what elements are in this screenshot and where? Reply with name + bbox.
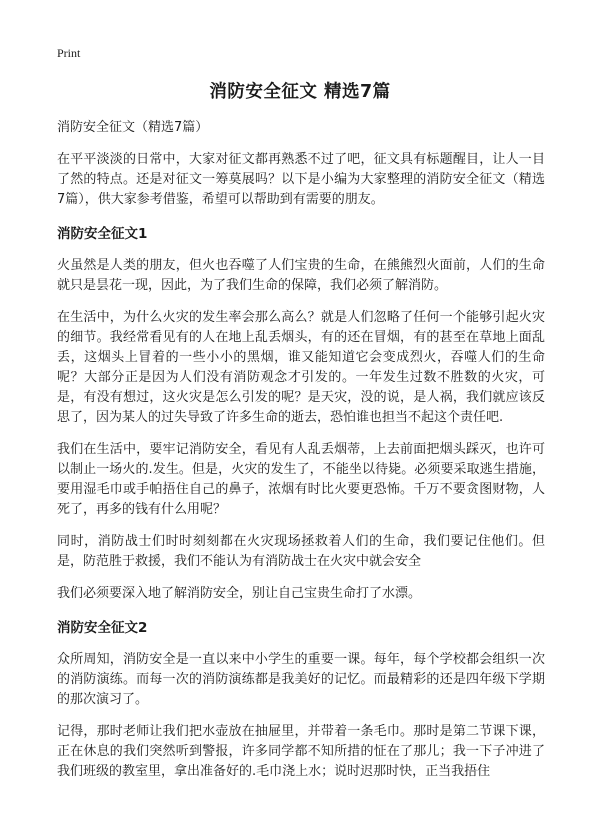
section-2-paragraph: 记得，那时老师让我们把水壶放在抽屉里，并带着一条毛巾。那时是第二节课下课，正在休息的我们突然听到警报，许多同学都不知所措的怔在了那儿；我一下子冲进了我们班级的教室里，拿出准备好的.毛巾浇上水；说时迟那时快，正当我捂住: [57, 724, 545, 779]
section-1-paragraph: 我们必须要深入地了解消防安全，别让自己宝贵生命打了水漂。: [57, 586, 422, 601]
section-1-paragraph: 火虽然是人类的朋友，但火也吞噬了人们宝贵的生命，在熊熊烈火面前，人们的生命就只是昙花一现，因此，为了我们生命的保障，我们必须了解消防。: [57, 258, 545, 293]
section-1-paragraph: 我们在生活中，要牢记消防安全，看见有人乱丢烟蒂，上去前面把烟头踩灭，也许可以制止一场火的.发生。但是，火灾的发生了，不能坐以待毙。必须要采取逃生措施，要用湿毛巾或手帕捂住自己的鼻子，浓烟有时比火要更恐怖。千万不要贪图财物，人死了，再多的钱有什么用呢？: [57, 442, 545, 517]
section-1-paragraph: 同时，消防战士们时时刻刻都在火灾现场拯救着人们的生命，我们要记住他们。但是，防范胜于救援，我们不能认为有消防战士在火灾中就会安全: [57, 534, 545, 569]
section-2-paragraph: 众所周知，消防安全是一直以来中小学生的重要一课。每年，每个学校都会组织一次的消防演练。而每一次的消防演练都是我美好的记忆。而最精彩的还是四年级下学期的那次演习了。: [57, 652, 545, 707]
print-link[interactable]: Print: [57, 46, 81, 60]
section-heading-2: 消防安全征文2: [57, 620, 148, 636]
page-title: 消防安全征文 精选7篇: [209, 82, 391, 102]
section-1-paragraph: 在生活中，为什么火灾的发生率会那么高么？就是人们忽略了任何一个能够引起火灾的细节。我经常看见有的人在地上乱丢烟头，有的还在冒烟，有的甚至在草地上面乱丢，这烟头上冒着的一些小小的黑烟，谁又能知道它会变成烈火，吞噬人们的生命呢？大部分正是因为人们没有消防观念才引发的。一年发生过数不胜数的火灾，可是，有没有想过，这火灾是怎么引发的呢？是天灾，没的说，是人祸，我们就应该反思了，因为某人的过失导致了许多生命的逝去，恐怕谁也担当不起这个责任吧.: [57, 310, 545, 425]
section-heading-1: 消防安全征文1: [57, 226, 148, 242]
intro-paragraph: 在平平淡淡的日常中，大家对征文都再熟悉不过了吧，征文具有标题醒目，让人一目了然的特点。还是对征文一筹莫展吗？以下是小编为大家整理的消防安全征文（精选7篇），供大家参考借鉴，希望可以帮助到有需要的朋友。: [57, 152, 545, 207]
article-body: [57, 118, 545, 794]
article-subtitle: 消防安全征文（精选7篇）: [57, 120, 209, 135]
